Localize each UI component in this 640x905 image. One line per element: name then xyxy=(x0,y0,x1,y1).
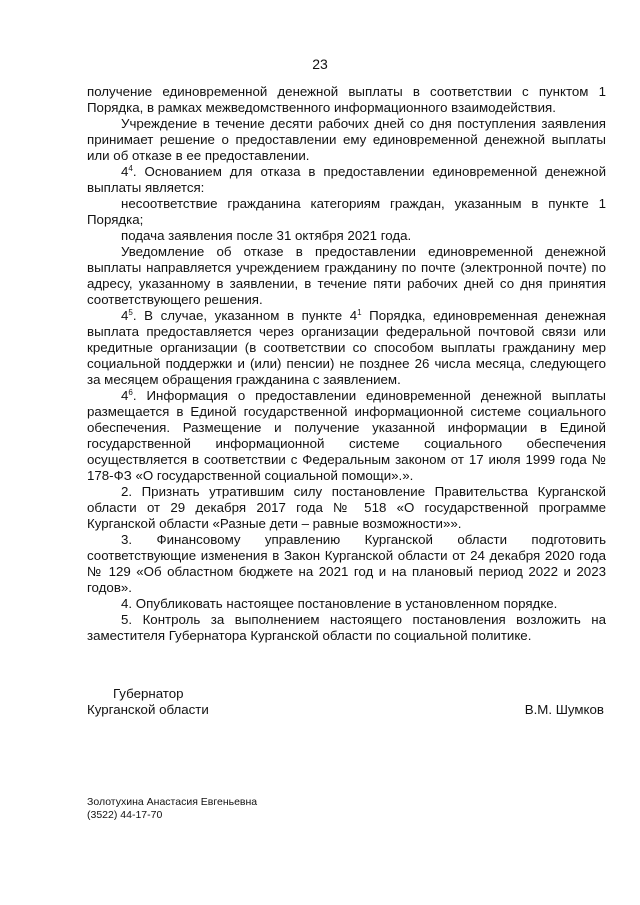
clause-superscript: 4 xyxy=(128,164,133,173)
page-number: 23 xyxy=(312,56,328,72)
clause-text: . Основанием для отказа в предоставлении единовременной денежной выплаты является: xyxy=(87,164,606,195)
executor-block xyxy=(87,796,257,822)
paragraph-continuation: получение единовременной денежной выплаты в соответствии с пунктом 1 Порядка, в рамках межведомственного информационного взаимодействия. xyxy=(87,84,606,115)
reference-superscript: 1 xyxy=(357,308,362,317)
clause-text-a: . В случае, указанном в пункте 4 xyxy=(132,308,358,323)
signature-title xyxy=(87,686,209,718)
executor-name: Золотухина Анастасия Евгеньевна xyxy=(87,796,258,808)
clause-superscript: 5 xyxy=(128,308,133,317)
paragraph-item-5: 5. Контроль за выполнением настоящего постановления возложить на заместителя Губернатора Курганской области по социальной политике. xyxy=(87,612,606,643)
paragraph-4-4 xyxy=(87,164,606,196)
paragraph-item-3: 3. Финансовому управлению Курганской области подготовить соответствующие изменения в Закон Курганской области от 24 декабря 2020 года № 129 «Об областном бюджете на 2021 год и на плановый период 2022 и 2023 годов». xyxy=(87,532,606,595)
clause-text-b: Порядка, единовременная денежная выплата предоставляется через организации федеральной почтовой связи или кредитные организации (в соответствии со способом выплаты гражданину мер социальной поддержки и (или) пенсии) не позднее 26 числа месяца, следующего за месяцем обращения гражданина с заявлением. xyxy=(87,308,606,387)
clause-superscript: 6 xyxy=(128,388,133,397)
paragraph-decision-term: Учреждение в течение десяти рабочих дней со дня поступления заявления принимает решение о предоставлении ему единовременной денежной выплаты или об отказе в ее предоставлении. xyxy=(87,116,606,163)
signature-name: В.М. Шумков xyxy=(524,702,604,717)
signature-title-line2: Курганской области xyxy=(87,702,209,717)
paragraph-4-6 xyxy=(87,388,606,484)
paragraph-item-2: 2. Признать утратившим силу постановление Правительства Курганской области от 29 декабря 2017 года № 518 «О государственной программе Курганской области «Разные дети – равные возможности»». xyxy=(87,484,606,531)
paragraph-refusal-reason-1: несоответствие гражданина категориям граждан, указанным в пункте 1 Порядка; xyxy=(87,196,606,227)
paragraph-refusal-reason-2: подача заявления после 31 октября 2021 года. xyxy=(121,228,412,243)
clause-number: 4 xyxy=(121,388,129,403)
clause-number: 4 xyxy=(121,164,129,179)
paragraph-item-4: 4. Опубликовать настоящее постановление в установленном порядке. xyxy=(121,596,558,611)
clause-number: 4 xyxy=(121,308,129,323)
executor-phone: (3522) 44-17-70 xyxy=(87,809,163,821)
clause-text: . Информация о предоставлении единовременной денежной выплаты размещается в Единой государственной информационной системе социального обеспечения. Размещение и получение указанной информации в Единой государственной информационной системе социального обеспечения осуществляется в соответствии с Федеральным законом от 17 июля 1999 года № 178-ФЗ «О государственной социальной помощи».». xyxy=(87,388,606,483)
paragraph-refusal-notice: Уведомление об отказе в предоставлении единовременной денежной выплаты направляется учреждением гражданину по почте (электронной почте) по адресу, указанному в заявлении, в течение пяти рабочих дней со дня принятия соответствующего решения. xyxy=(87,244,606,307)
signature-title-line1: Губернатор xyxy=(113,686,184,701)
document-body xyxy=(87,84,606,644)
paragraph-4-5 xyxy=(87,308,606,388)
